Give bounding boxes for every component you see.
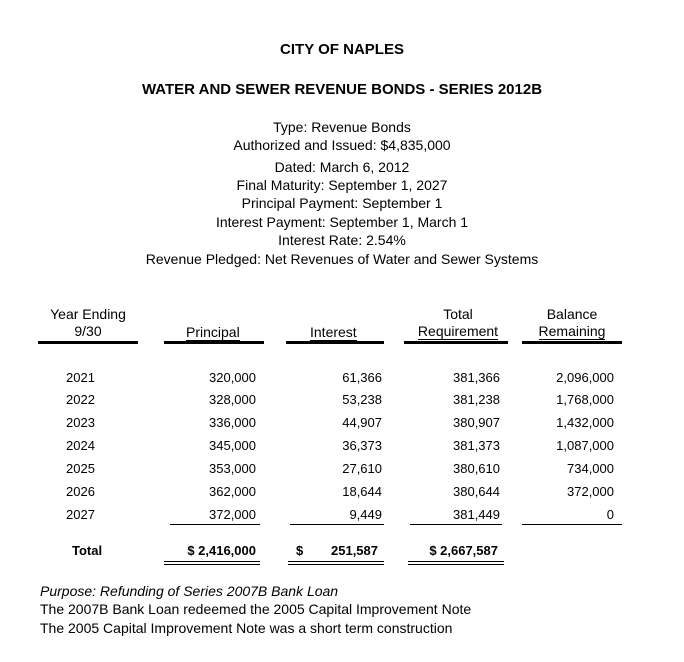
table-row-principal: 336,000 xyxy=(209,415,256,430)
total-double-rule-interest xyxy=(288,561,384,565)
subtotal-rule-principal xyxy=(170,524,260,525)
header-rule-balance xyxy=(522,341,622,344)
table-row-total: 381,449 xyxy=(453,507,500,522)
total-interest-symbol: $ xyxy=(296,543,304,558)
header-year-line2: 9/30 xyxy=(74,323,102,339)
table-row-total: 380,907 xyxy=(453,415,500,430)
note-line-2: The 2007B Bank Loan redeemed the 2005 Capital Improvement Note xyxy=(40,601,472,617)
table-row-interest: 53,238 xyxy=(342,392,382,407)
header-balance-line2: Remaining xyxy=(538,323,606,339)
header-rule-year xyxy=(38,341,138,344)
principal-payment: Principal Payment: September 1 xyxy=(241,195,443,211)
header-total-line1: Total xyxy=(443,306,473,322)
total-label: Total xyxy=(72,543,103,558)
table-row-total: 380,644 xyxy=(453,484,500,499)
table-row-year: 2024 xyxy=(66,438,95,453)
bond-series-title: WATER AND SEWER REVENUE BONDS - SERIES 2012B xyxy=(141,81,543,98)
subtotal-rule-interest xyxy=(290,524,384,525)
final-maturity: Final Maturity: September 1, 2027 xyxy=(236,177,448,193)
table-row-total: 381,366 xyxy=(453,370,500,385)
table-row-balance: 0 xyxy=(606,507,614,522)
table-row-year: 2025 xyxy=(66,461,95,476)
authorized-amount: Authorized and Issued: $4,835,000 xyxy=(233,137,451,153)
table-row-principal: 353,000 xyxy=(209,461,256,476)
table-row-interest: 9,449 xyxy=(349,507,382,522)
total-principal: $ 2,416,000 xyxy=(187,543,256,558)
table-row-balance: 1,432,000 xyxy=(556,415,614,430)
header-total-line2: Requirement xyxy=(417,323,499,339)
table-row-total: 381,373 xyxy=(453,438,500,453)
table-row-interest: 61,366 xyxy=(342,370,382,385)
city-title: CITY OF NAPLES xyxy=(280,41,404,58)
subtotal-rule-total xyxy=(410,524,502,525)
table-row-balance: 1,087,000 xyxy=(556,438,614,453)
header-rule-principal xyxy=(164,341,264,344)
table-row-balance: 1,768,000 xyxy=(556,392,614,407)
table-row-principal: 320,000 xyxy=(209,370,256,385)
interest-rate: Interest Rate: 2.54% xyxy=(278,232,406,248)
subtotal-rule-balance xyxy=(522,524,622,525)
total-double-rule-total xyxy=(408,561,504,565)
table-row-year: 2027 xyxy=(66,507,95,522)
header-balance-line1: Balance xyxy=(546,306,598,322)
table-row-principal: 372,000 xyxy=(209,507,256,522)
table-row-interest: 27,610 xyxy=(342,461,382,476)
interest-payment: Interest Payment: September 1, March 1 xyxy=(215,214,469,230)
bond-type: Type: Revenue Bonds xyxy=(273,119,411,135)
dated: Dated: March 6, 2012 xyxy=(274,159,410,175)
table-row-year: 2023 xyxy=(66,415,95,430)
header-rule-total xyxy=(404,341,508,344)
table-row-total: 380,610 xyxy=(453,461,500,476)
header-year-line1: Year Ending xyxy=(50,306,126,322)
table-row-balance: 2,096,000 xyxy=(556,370,614,385)
purpose-note: Purpose: Refunding of Series 2007B Bank Loan xyxy=(40,583,339,599)
header-interest: Interest xyxy=(310,324,357,340)
table-row-year: 2022 xyxy=(66,392,95,407)
table-row-interest: 44,907 xyxy=(342,415,382,430)
header-rule-interest xyxy=(286,341,384,344)
table-row-balance: 372,000 xyxy=(567,484,614,499)
note-line-3: The 2005 Capital Improvement Note was a short term construction xyxy=(40,620,453,636)
table-row-principal: 345,000 xyxy=(209,438,256,453)
table-row-principal: 328,000 xyxy=(209,392,256,407)
table-row-year: 2021 xyxy=(66,370,95,385)
table-row-total: 381,238 xyxy=(453,392,500,407)
table-row-interest: 18,644 xyxy=(342,484,382,499)
total-double-rule-principal xyxy=(164,561,260,565)
table-row-year: 2026 xyxy=(66,484,95,499)
table-row-interest: 36,373 xyxy=(342,438,382,453)
header-principal: Principal xyxy=(186,324,240,340)
total-interest: 251,587 xyxy=(331,543,378,558)
table-row-balance: 734,000 xyxy=(567,461,614,476)
revenue-pledged: Revenue Pledged: Net Revenues of Water and Sewer Systems xyxy=(145,251,539,267)
total-requirement: $ 2,667,587 xyxy=(429,543,498,558)
table-row-principal: 362,000 xyxy=(209,484,256,499)
